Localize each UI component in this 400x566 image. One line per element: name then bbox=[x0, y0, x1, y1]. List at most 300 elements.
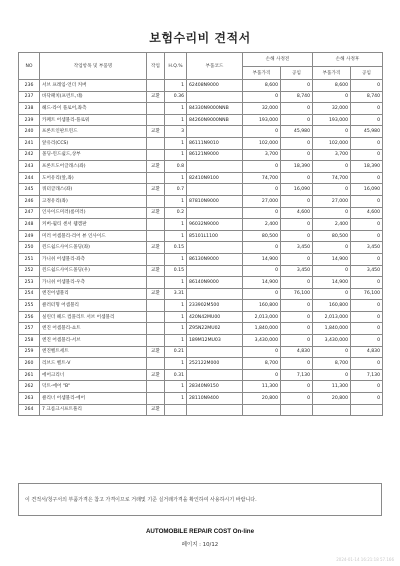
cell-item: 윈드쉴드사이드몰딩(좌) bbox=[40, 242, 147, 254]
table-row bbox=[19, 358, 383, 370]
cell-pb: 74,700 bbox=[243, 172, 281, 184]
cell-pa: 102,000 bbox=[313, 137, 351, 149]
cell-work bbox=[147, 219, 165, 231]
cell-hq: 1 bbox=[165, 230, 187, 242]
cell-pb: 0 bbox=[243, 242, 281, 254]
cell-pa: 0 bbox=[313, 91, 351, 103]
cell-no: 254 bbox=[19, 288, 40, 300]
cell-la: 3,450 bbox=[351, 265, 383, 277]
cell-work bbox=[147, 323, 165, 335]
cell-lb: 4,830 bbox=[281, 346, 313, 358]
cell-lb: 0 bbox=[281, 103, 313, 115]
cell-lb: 0 bbox=[281, 335, 313, 347]
cell-item: 도어유리(앞,좌) bbox=[40, 172, 147, 184]
cell-no: 238 bbox=[19, 103, 40, 115]
cell-pa: 8,600 bbox=[313, 80, 351, 92]
cell-work bbox=[147, 253, 165, 265]
cell-hq: 0.21 bbox=[165, 346, 187, 358]
cell-pa: 14,900 bbox=[313, 253, 351, 265]
cell-lb: 0 bbox=[281, 114, 313, 126]
cell-la: 0 bbox=[351, 103, 383, 115]
cell-pb: 32,000 bbox=[243, 103, 281, 115]
cell-no: 240 bbox=[19, 126, 40, 138]
cell-pa: 20,800 bbox=[313, 393, 351, 405]
cell-item: 인사이드미러(룸미러) bbox=[40, 207, 147, 219]
cell-item: 고정유리(좌) bbox=[40, 195, 147, 207]
cell-work bbox=[147, 381, 165, 393]
cell-code bbox=[187, 91, 243, 103]
cell-item: 7 크롬크시프트풀리 bbox=[40, 404, 147, 416]
cell-no: 251 bbox=[19, 253, 40, 265]
cell-la: 0 bbox=[351, 358, 383, 370]
cell-pa: 0 bbox=[313, 184, 351, 196]
header-part-price-before: 부품가격 bbox=[243, 67, 281, 80]
cell-no: 242 bbox=[19, 149, 40, 161]
table-row bbox=[19, 137, 383, 149]
cell-item: 엔진벨트세트 bbox=[40, 346, 147, 358]
cell-pa: 193,000 bbox=[313, 114, 351, 126]
estimate-table bbox=[18, 52, 383, 416]
cell-code: 84330N9000NNB bbox=[187, 103, 243, 115]
cell-la: 0 bbox=[351, 277, 383, 289]
cell-work: 교환 bbox=[147, 126, 165, 138]
cell-pb: 2,013,000 bbox=[243, 311, 281, 323]
header-no: NO bbox=[19, 53, 40, 80]
cell-pa: 74,700 bbox=[313, 172, 351, 184]
cell-work bbox=[147, 300, 165, 312]
table-row bbox=[19, 161, 383, 173]
cell-no: 261 bbox=[19, 369, 40, 381]
cell-lb bbox=[281, 404, 313, 416]
cell-pa: 0 bbox=[313, 242, 351, 254]
cell-hq: 0.2 bbox=[165, 207, 187, 219]
cell-code bbox=[187, 369, 243, 381]
cell-pa: 14,900 bbox=[313, 277, 351, 289]
cell-hq: 3 bbox=[165, 126, 187, 138]
cell-no: 263 bbox=[19, 393, 40, 405]
table-row bbox=[19, 149, 383, 161]
table-row bbox=[19, 91, 383, 103]
table-row bbox=[19, 103, 383, 115]
cell-item: 몰딩-윈드쉴드,상부 bbox=[40, 149, 147, 161]
cell-pa: 27,000 bbox=[313, 195, 351, 207]
cell-item: 윈드쉴드사이드몰딩(우) bbox=[40, 265, 147, 277]
table-row bbox=[19, 381, 383, 393]
cell-no: 255 bbox=[19, 300, 40, 312]
cell-lb: 4,600 bbox=[281, 207, 313, 219]
cell-code bbox=[187, 184, 243, 196]
table-row bbox=[19, 114, 383, 126]
cell-la: 0 bbox=[351, 172, 383, 184]
cell-work: 교환 bbox=[147, 369, 165, 381]
cell-work bbox=[147, 114, 165, 126]
cell-work bbox=[147, 277, 165, 289]
cell-la: 0 bbox=[351, 114, 383, 126]
cell-la: 0 bbox=[351, 80, 383, 92]
cell-hq: 0.8 bbox=[165, 161, 187, 173]
cell-no: 248 bbox=[19, 219, 40, 231]
cell-code bbox=[187, 242, 243, 254]
cell-work bbox=[147, 195, 165, 207]
cell-pb: 0 bbox=[243, 161, 281, 173]
cell-pa: 0 bbox=[313, 346, 351, 358]
cell-lb: 18,390 bbox=[281, 161, 313, 173]
cell-hq: 1 bbox=[165, 103, 187, 115]
cell-no: 258 bbox=[19, 335, 40, 347]
table-row bbox=[19, 393, 383, 405]
header-after-group: 손해 사정후 bbox=[313, 53, 383, 67]
cell-pb bbox=[243, 404, 281, 416]
cell-pb: 8,700 bbox=[243, 358, 281, 370]
header-labor-before: 공임 bbox=[281, 67, 313, 80]
cell-work bbox=[147, 137, 165, 149]
cell-item: 리브드 벨트-V bbox=[40, 358, 147, 370]
cell-work: 교환 bbox=[147, 161, 165, 173]
cell-item: 엔진어셈블리 bbox=[40, 288, 147, 300]
table-row bbox=[19, 323, 383, 335]
cell-pb: 0 bbox=[243, 369, 281, 381]
cell-code: 62408N9000 bbox=[187, 80, 243, 92]
table-row bbox=[19, 172, 383, 184]
cell-hq: 1 bbox=[165, 393, 187, 405]
cell-no: 249 bbox=[19, 230, 40, 242]
cell-lb: 0 bbox=[281, 277, 313, 289]
footer-brand: AUTOMOBILE REPAIR COST On-line bbox=[145, 528, 255, 535]
cell-pa: 0 bbox=[313, 161, 351, 173]
cell-pb: 3,430,000 bbox=[243, 335, 281, 347]
cell-lb: 76,100 bbox=[281, 288, 313, 300]
cell-la: 45,980 bbox=[351, 126, 383, 138]
cell-code bbox=[187, 161, 243, 173]
header-part-price-after: 부품가격 bbox=[313, 67, 351, 80]
cell-pb: 27,000 bbox=[243, 195, 281, 207]
cell-la: 0 bbox=[351, 253, 383, 265]
cell-no: 246 bbox=[19, 195, 40, 207]
cell-pb: 160,800 bbox=[243, 300, 281, 312]
table-row bbox=[19, 404, 383, 416]
cell-hq: 3.31 bbox=[165, 288, 187, 300]
cell-la: 0 bbox=[351, 381, 383, 393]
cell-pb: 80,500 bbox=[243, 230, 281, 242]
cell-hq: 1 bbox=[165, 277, 187, 289]
table-row bbox=[19, 230, 383, 242]
cell-lb: 0 bbox=[281, 149, 313, 161]
table-row bbox=[19, 346, 383, 358]
cell-hq: 1 bbox=[165, 311, 187, 323]
cell-no: 237 bbox=[19, 91, 40, 103]
table-row bbox=[19, 300, 383, 312]
cell-code: 96032N9000 bbox=[187, 219, 243, 231]
cell-hq: 1 bbox=[165, 323, 187, 335]
cell-item: 바닥패치(프런트,대) bbox=[40, 91, 147, 103]
cell-code bbox=[187, 126, 243, 138]
cell-work: 교환 bbox=[147, 288, 165, 300]
cell-la: 0 bbox=[351, 323, 383, 335]
cell-pa: 32,000 bbox=[313, 103, 351, 115]
cell-item: 가니쉬 어셈블리-좌측 bbox=[40, 253, 147, 265]
cell-lb: 8,740 bbox=[281, 91, 313, 103]
cell-pb: 0 bbox=[243, 288, 281, 300]
cell-code: 28110N9400 bbox=[187, 393, 243, 405]
cell-hq: 1 bbox=[165, 172, 187, 184]
cell-pb: 102,000 bbox=[243, 137, 281, 149]
cell-code: 86140N9000 bbox=[187, 277, 243, 289]
cell-code bbox=[187, 265, 243, 277]
cell-la: 7,130 bbox=[351, 369, 383, 381]
cell-pa: 0 bbox=[313, 369, 351, 381]
cell-no: 260 bbox=[19, 358, 40, 370]
cell-hq: 0.31 bbox=[165, 369, 187, 381]
cell-hq: 0.7 bbox=[165, 184, 187, 196]
cell-work bbox=[147, 311, 165, 323]
cell-code: 82410N9100 bbox=[187, 172, 243, 184]
cell-lb: 0 bbox=[281, 230, 313, 242]
table-row bbox=[19, 253, 383, 265]
cell-no: 262 bbox=[19, 381, 40, 393]
cell-pb: 14,900 bbox=[243, 253, 281, 265]
cell-item: 프론트인판트윈드 bbox=[40, 126, 147, 138]
cell-la: 0 bbox=[351, 230, 383, 242]
cell-pb: 3,700 bbox=[243, 149, 281, 161]
table-row bbox=[19, 219, 383, 231]
cell-hq: 1 bbox=[165, 195, 187, 207]
cell-no: 264 bbox=[19, 404, 40, 416]
cell-hq: 1 bbox=[165, 137, 187, 149]
cell-no: 252 bbox=[19, 265, 40, 277]
cell-hq: 1 bbox=[165, 253, 187, 265]
cell-lb: 0 bbox=[281, 195, 313, 207]
cell-pb: 193,000 bbox=[243, 114, 281, 126]
cell-pb: 1,840,000 bbox=[243, 323, 281, 335]
cell-work: 교환 bbox=[147, 346, 165, 358]
cell-lb: 7,130 bbox=[281, 369, 313, 381]
cell-item: 커버-윌티 센서 웹캠판 bbox=[40, 219, 147, 231]
cell-la: 0 bbox=[351, 149, 383, 161]
cell-item: 가니쉬 어셈블리-우측 bbox=[40, 277, 147, 289]
cell-work bbox=[147, 230, 165, 242]
cell-pb: 0 bbox=[243, 126, 281, 138]
cell-item: 클리너 어셈블리-에어 bbox=[40, 393, 147, 405]
cell-la: 76,100 bbox=[351, 288, 383, 300]
cell-lb: 0 bbox=[281, 393, 313, 405]
table-row bbox=[19, 207, 383, 219]
cell-item: 에어크리너 bbox=[40, 369, 147, 381]
cell-hq: 1 bbox=[165, 114, 187, 126]
cell-pb: 0 bbox=[243, 184, 281, 196]
cell-no: 236 bbox=[19, 80, 40, 92]
cell-item: 덕트-에어 "B" bbox=[40, 381, 147, 393]
cell-work: 교환 bbox=[147, 404, 165, 416]
cell-la: 18,390 bbox=[351, 161, 383, 173]
cell-pa: 3,430,000 bbox=[313, 335, 351, 347]
cell-item: 앞유리(CCS) bbox=[40, 137, 147, 149]
cell-pb: 0 bbox=[243, 346, 281, 358]
table-row bbox=[19, 277, 383, 289]
cell-code: 85101L1100 bbox=[187, 230, 243, 242]
cell-hq: 1 bbox=[165, 335, 187, 347]
table-row bbox=[19, 80, 383, 92]
print-stamp: 2024-01-14 16:21:18 57.166 bbox=[336, 557, 394, 562]
cell-pa: 1,840,000 bbox=[313, 323, 351, 335]
cell-item: 엔진 어셈블리-서브 bbox=[40, 335, 147, 347]
cell-code: 86121N9000 bbox=[187, 149, 243, 161]
cell-la: 0 bbox=[351, 137, 383, 149]
cell-la: 0 bbox=[351, 335, 383, 347]
cell-code: 233902M500 bbox=[187, 300, 243, 312]
cell-pa: 11,300 bbox=[313, 381, 351, 393]
cell-pa: 80,500 bbox=[313, 230, 351, 242]
cell-item: 미러 어셈블리-리어 뷰 인사이드 bbox=[40, 230, 147, 242]
cell-work: 교환 bbox=[147, 265, 165, 277]
cell-lb: 3,450 bbox=[281, 242, 313, 254]
cell-work bbox=[147, 393, 165, 405]
cell-lb: 0 bbox=[281, 323, 313, 335]
cell-lb: 0 bbox=[281, 137, 313, 149]
estimate-rows bbox=[19, 80, 383, 416]
cell-hq: 1 bbox=[165, 80, 187, 92]
cell-hq: 0.15 bbox=[165, 242, 187, 254]
cell-no: 247 bbox=[19, 207, 40, 219]
cell-work: 교환 bbox=[147, 91, 165, 103]
cell-no: 244 bbox=[19, 172, 40, 184]
cell-work: 교환 bbox=[147, 207, 165, 219]
cell-la: 8,740 bbox=[351, 91, 383, 103]
cell-item: 카페트 어셈블리-플로워 bbox=[40, 114, 147, 126]
cell-code: 189M12MU03 bbox=[187, 335, 243, 347]
cell-hq: 1 bbox=[165, 358, 187, 370]
header-item: 작업항목 및 부품명 bbox=[40, 53, 147, 80]
cell-code: 420N42MU00 bbox=[187, 311, 243, 323]
table-row bbox=[19, 184, 383, 196]
cell-pa: 0 bbox=[313, 288, 351, 300]
table-row bbox=[19, 288, 383, 300]
header-labor-after: 공임 bbox=[351, 67, 383, 80]
cell-lb: 0 bbox=[281, 300, 313, 312]
cell-pa: 0 bbox=[313, 207, 351, 219]
cell-lb: 45,980 bbox=[281, 126, 313, 138]
cell-pb: 0 bbox=[243, 91, 281, 103]
cell-lb: 0 bbox=[281, 358, 313, 370]
cell-code bbox=[187, 404, 243, 416]
document-title: 보험수리비 견적서 bbox=[149, 31, 251, 45]
cell-work bbox=[147, 335, 165, 347]
cell-work bbox=[147, 149, 165, 161]
cell-hq: 1 bbox=[165, 381, 187, 393]
table-row bbox=[19, 369, 383, 381]
cell-hq: 1 bbox=[165, 149, 187, 161]
cell-hq bbox=[165, 404, 187, 416]
cell-no: 243 bbox=[19, 161, 40, 173]
cell-lb: 16,090 bbox=[281, 184, 313, 196]
cell-code bbox=[187, 288, 243, 300]
header-hq: H.Q.% bbox=[165, 53, 187, 80]
cell-item: 클러터형 어셈블리 bbox=[40, 300, 147, 312]
cell-no: 256 bbox=[19, 311, 40, 323]
cell-la: 0 bbox=[351, 195, 383, 207]
cell-lb: 0 bbox=[281, 219, 313, 231]
cell-item: 엔진 어셈블리-쇼트 bbox=[40, 323, 147, 335]
cell-la: 0 bbox=[351, 393, 383, 405]
cell-pb: 8,600 bbox=[243, 80, 281, 92]
cell-item: 실린더 헤드 컴플리트 서브 어셈블리 bbox=[40, 311, 147, 323]
cell-pb: 14,900 bbox=[243, 277, 281, 289]
cell-pa: 2,400 bbox=[313, 219, 351, 231]
cell-la: 16,090 bbox=[351, 184, 383, 196]
cell-la: 3,450 bbox=[351, 242, 383, 254]
cell-item: 서브 프레임-언더 커버 bbox=[40, 80, 147, 92]
cell-item: 쿼터글래스(좌) bbox=[40, 184, 147, 196]
cell-pa bbox=[313, 404, 351, 416]
cell-pb: 2,400 bbox=[243, 219, 281, 231]
cell-pb: 11,300 bbox=[243, 381, 281, 393]
cell-work bbox=[147, 358, 165, 370]
header-work: 작업 bbox=[147, 53, 165, 80]
cell-lb: 0 bbox=[281, 172, 313, 184]
cell-code: 252122M000 bbox=[187, 358, 243, 370]
cell-lb: 0 bbox=[281, 80, 313, 92]
cell-work: 교환 bbox=[147, 242, 165, 254]
table-row bbox=[19, 335, 383, 347]
cell-lb: 3,450 bbox=[281, 265, 313, 277]
cell-la: 0 bbox=[351, 311, 383, 323]
cell-pa: 160,800 bbox=[313, 300, 351, 312]
cell-pa: 2,013,000 bbox=[313, 311, 351, 323]
cell-code bbox=[187, 346, 243, 358]
cell-no: 250 bbox=[19, 242, 40, 254]
cell-work bbox=[147, 103, 165, 115]
cell-hq: 1 bbox=[165, 219, 187, 231]
cell-pb: 0 bbox=[243, 265, 281, 277]
cell-code: 84260N9000NNB bbox=[187, 114, 243, 126]
cell-lb: 0 bbox=[281, 381, 313, 393]
table-row bbox=[19, 126, 383, 138]
cell-la: 0 bbox=[351, 219, 383, 231]
cell-no: 257 bbox=[19, 323, 40, 335]
cell-no: 241 bbox=[19, 137, 40, 149]
price-note: 이 견적서/청구서의 부품가격은 참고 가격이므로 거래및 기준 실거래가격을 확인하여 사용하시기 바랍니다. bbox=[18, 483, 382, 516]
cell-la bbox=[351, 404, 383, 416]
cell-code: 86130N9000 bbox=[187, 253, 243, 265]
cell-no: 239 bbox=[19, 114, 40, 126]
cell-pa: 0 bbox=[313, 265, 351, 277]
cell-lb: 0 bbox=[281, 311, 313, 323]
cell-pb: 20,800 bbox=[243, 393, 281, 405]
cell-work bbox=[147, 172, 165, 184]
cell-pa: 0 bbox=[313, 126, 351, 138]
table-row bbox=[19, 311, 383, 323]
page-number: 페이지 : 10/12 bbox=[181, 542, 219, 548]
cell-work: 교환 bbox=[147, 184, 165, 196]
cell-pa: 8,700 bbox=[313, 358, 351, 370]
cell-pb: 0 bbox=[243, 207, 281, 219]
cell-code: Z95N22MU02 bbox=[187, 323, 243, 335]
cell-code bbox=[187, 207, 243, 219]
header-code: 부품코드 bbox=[187, 53, 243, 80]
cell-code: 87810N9000 bbox=[187, 195, 243, 207]
cell-hq: 1 bbox=[165, 300, 187, 312]
cell-lb: 0 bbox=[281, 253, 313, 265]
cell-la: 4,830 bbox=[351, 346, 383, 358]
cell-no: 245 bbox=[19, 184, 40, 196]
table-row bbox=[19, 195, 383, 207]
cell-la: 4,600 bbox=[351, 207, 383, 219]
cell-item: 프론트도어글래스(좌) bbox=[40, 161, 147, 173]
table-row bbox=[19, 265, 383, 277]
cell-hq: 0.15 bbox=[165, 265, 187, 277]
cell-hq: 0.36 bbox=[165, 91, 187, 103]
cell-la: 0 bbox=[351, 300, 383, 312]
cell-code: 28340N9150 bbox=[187, 381, 243, 393]
